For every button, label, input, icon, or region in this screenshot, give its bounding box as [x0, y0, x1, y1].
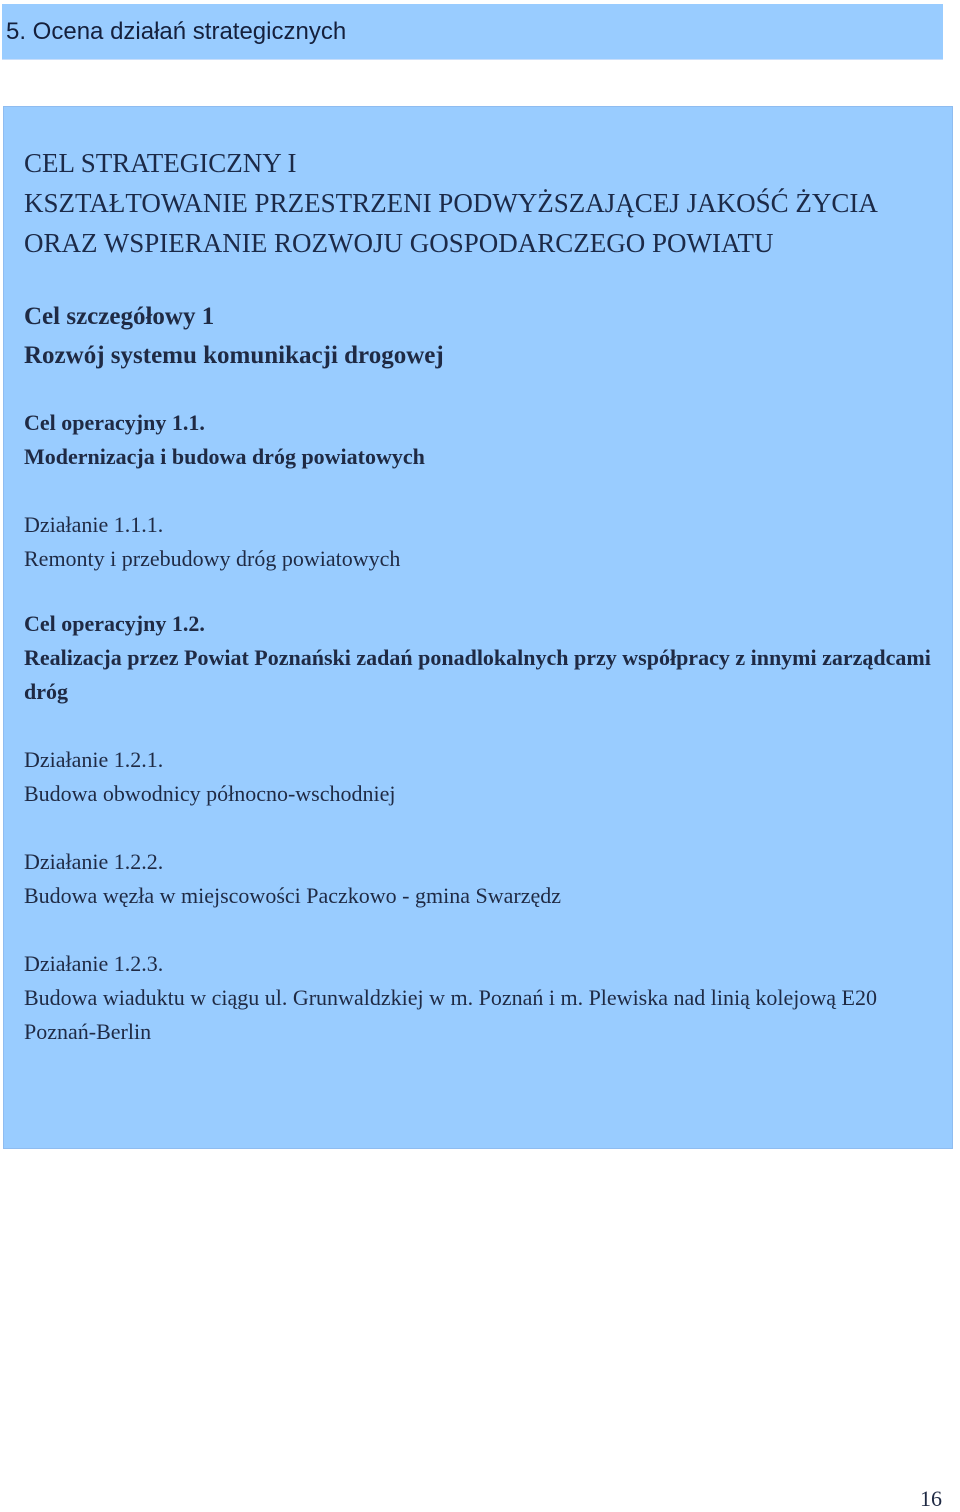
operational-goal-1-1 [24, 406, 944, 474]
action-title: Budowa węzła w miejscowości Paczkowo - gmina Swarzędz [24, 883, 562, 908]
operational-goal-title: Realizacja przez Powiat Poznański zadań ponadlokalnych przy współpracy z innymi zarządcami dróg [24, 645, 931, 704]
operational-goal-label: Cel operacyjny 1.2. [24, 611, 205, 636]
operational-goal-1-2 [24, 607, 944, 709]
action-1-2-1 [24, 743, 944, 811]
action-label: Działanie 1.2.2. [24, 849, 164, 874]
action-label: Działanie 1.2.1. [24, 747, 164, 772]
section-header [2, 4, 943, 60]
operational-goal-label: Cel operacyjny 1.1. [24, 410, 205, 435]
operational-goal-title: Modernizacja i budowa dróg powiatowych [24, 444, 425, 469]
action-1-2-3 [24, 947, 944, 1049]
section-title: 5. Ocena działań strategicznych [6, 18, 347, 45]
page-number: 16 [920, 1486, 942, 1511]
strategy-panel [3, 106, 953, 1149]
action-title: Remonty i przebudowy dróg powiatowych [24, 546, 401, 571]
action-label: Działanie 1.1.1. [24, 512, 164, 537]
strategic-goal-label: CEL STRATEGICZNY I [24, 148, 297, 178]
strategic-goal-title: KSZTAŁTOWANIE PRZESTRZENI PODWYŻSZAJĄCEJ JAKOŚĆ ŻYCIA ORAZ WSPIERANIE ROZWOJU GOSPODARCZEGO POWIATU [24, 188, 877, 258]
action-label: Działanie 1.2.3. [24, 951, 164, 976]
strategy-content [24, 143, 944, 1049]
specific-goal-title: Rozwój systemu komunikacji drogowej [24, 342, 444, 369]
action-1-1-1 [24, 508, 944, 576]
action-title: Budowa obwodnicy północno-wschodniej [24, 781, 396, 806]
specific-goal-label: Cel szczegółowy 1 [24, 303, 215, 330]
action-title: Budowa wiaduktu w ciągu ul. Grunwaldzkiej w m. Poznań i m. Plewiska nad linią kolejową E20 Poznań-Berlin [24, 985, 877, 1044]
action-1-2-2 [24, 845, 944, 913]
specific-goal [24, 297, 944, 375]
